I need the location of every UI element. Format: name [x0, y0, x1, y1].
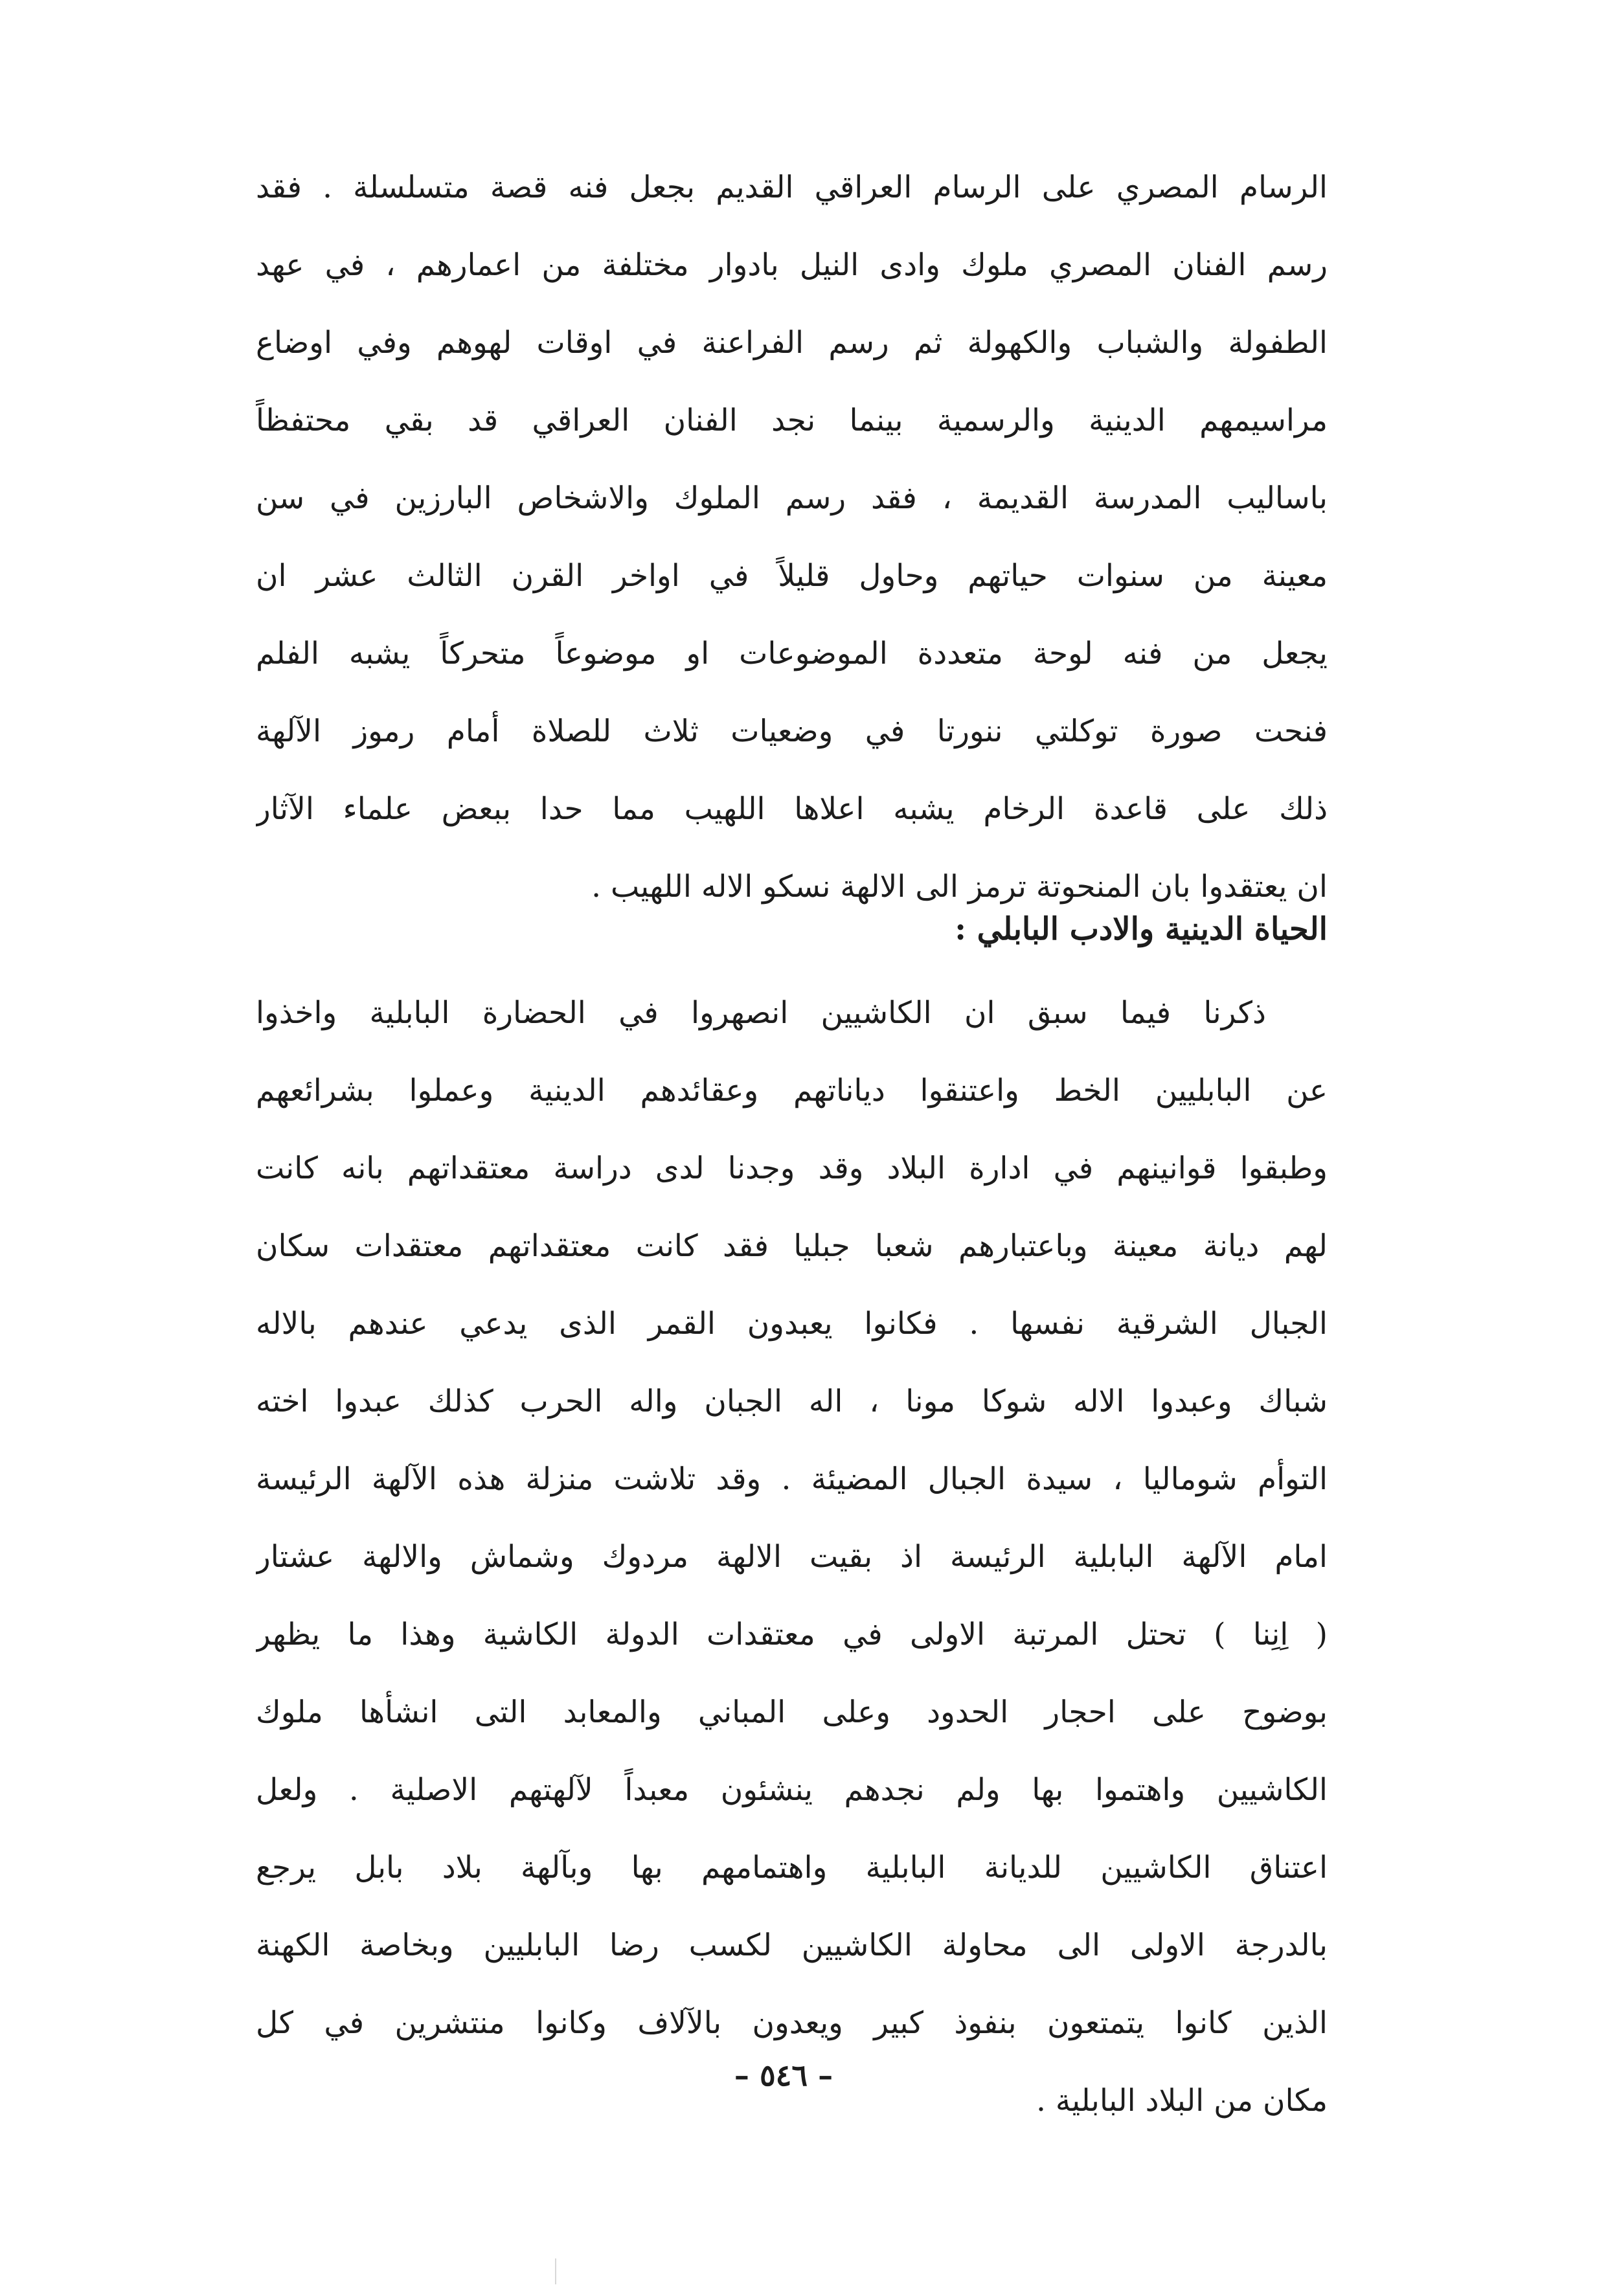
- text-line: اعتناق الكاشيين للديانة البابلية واهتمامهم بها وبآلهة بلاد بابل يرجع: [256, 1850, 1328, 1885]
- text-line: لهم ديانة معينة وباعتبارهم شعبا جبليا فقد كانت معتقداتهم معتقدات سكان: [256, 1228, 1328, 1264]
- text-line: يجعل من فنه لوحة متعددة الموضوعات او موضوعاً متحركاً يشبه الفلم: [256, 636, 1328, 671]
- text-line: مراسيمهم الدينية والرسمية بينما نجد الفنان العراقي قد بقي محتفظاً: [256, 403, 1328, 438]
- text-line: امام الآلهة البابلية الرئيسة اذ بقيت الالهة مردوك وشماش والالهة عشتار: [256, 1539, 1328, 1575]
- text-line: فنحت صورة توكلتي ننورتا في وضعيات ثلاث للصلاة أمام رموز الآلهة: [256, 714, 1328, 749]
- text-line: معينة من سنوات حياتهم وحاول قليلاً في اواخر القرن الثالث عشر ان: [256, 558, 1328, 594]
- paragraph-religious-life: [256, 974, 1328, 2140]
- text-line: ذلك على قاعدة الرخام يشبه اعلاها اللهيب مما حدا ببعض علماء الآثار: [256, 791, 1328, 827]
- text-line: الرسام المصري على الرسام العراقي القديم بجعل فنه قصة متسلسلة . فقد: [256, 170, 1328, 205]
- text-line: ( اِنِنا ) تحتل المرتبة الاولى في معتقدات الدولة الكاشية وهذا ما يظهر: [256, 1617, 1328, 1652]
- text-line: الذين كانوا يتمتعون بنفوذ كبير ويعدون بالآلاف وكانوا منتشرين في كل: [256, 2005, 1328, 2041]
- text-line: عن البابليين الخط واعتنقوا دياناتهم وعقائدهم الدينية وعملوا بشرائعهم: [256, 1073, 1328, 1109]
- text-line: شباك وعبدوا الاله شوكا مونا ، اله الجبان واله الحرب كذلك عبدوا اخته: [256, 1384, 1328, 1419]
- page-number: – ٥٤٦ –: [734, 2058, 833, 2093]
- text-line: رسم الفنان المصري ملوك وادى النيل بادوار مختلفة من اعمارهم ، في عهد: [256, 247, 1328, 283]
- text-line: التوأم شوماليا ، سيدة الجبال المضيئة . وقد تلاشت منزلة هذه الآلهة الرئيسة: [256, 1461, 1328, 1497]
- text-line: ذكرنا فيما سبق ان الكاشيين انصهروا في الحضارة البابلية واخذوا: [256, 995, 1266, 1031]
- text-line: مكان من البلاد البابلية .: [1036, 2083, 1328, 2119]
- section-heading: الحياة الدينية والادب البابلي :: [955, 911, 1328, 947]
- text-line: بوضوح على احجار الحدود وعلى المباني والمعابد التى انشأها ملوك: [256, 1694, 1328, 1730]
- text-line: ان يعتقدوا بان المنحوتة ترمز الى الالهة نسكو الاله اللهيب .: [591, 869, 1328, 905]
- text-line: وطبقوا قوانينهم في ادارة البلاد وقد وجدنا لدى دراسة معتقداتهم بانه كانت: [256, 1151, 1328, 1186]
- text-line: بالدرجة الاولى الى محاولة الكاشيين لكسب رضا البابليين وبخاصة الكهنة: [256, 1928, 1328, 1963]
- text-line: الكاشيين واهتموا بها ولم نجدهم ينشئون معبداً لآلهتهم الاصلية . ولعل: [256, 1772, 1328, 1808]
- scan-artifact: [555, 2258, 556, 2284]
- paragraph-art-comparison: [256, 149, 1328, 926]
- text-line: باساليب المدرسة القديمة ، فقد رسم الملوك والاشخاص البارزين في سن: [256, 480, 1328, 516]
- text-line: الطفولة والشباب والكهولة ثم رسم الفراعنة في اوقات لهوهم وفي اوضاع: [256, 325, 1328, 361]
- text-line: الجبال الشرقية نفسها . فكانوا يعبدون القمر الذى يدعي عندهم بالاله: [256, 1306, 1328, 1342]
